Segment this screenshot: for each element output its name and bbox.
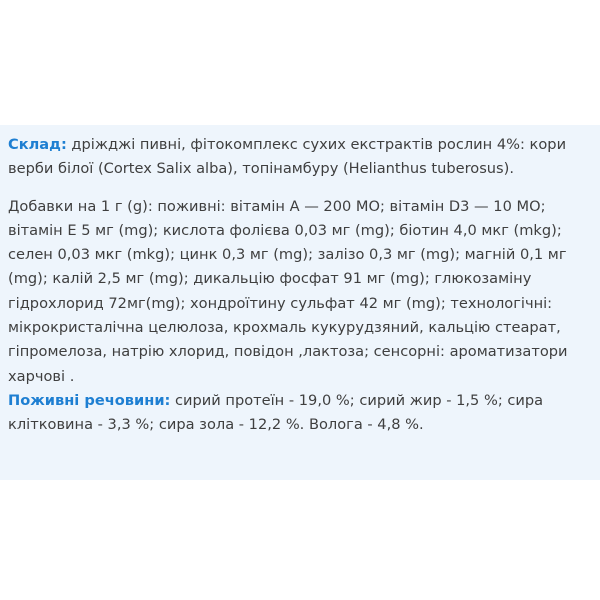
composition-text: дріжджі пивні, фітокомплекс сухих екстрактів рослин 4%: кори верби білої (Cortex Salix alba), топінамбуру (Helianthus tuberosus). [8,136,567,178]
nutrients-paragraph [8,389,593,438]
nutrients-text: сирий протеїн - 19,0 %; сирий жир - 1,5 %; сира клітковина - 3,3 %; сира зола - 12,2 %. Волога - 4,8 %. [8,391,544,434]
additives-paragraph [8,195,593,389]
ingredients-text-block [8,133,593,438]
additives-text: Добавки на 1 г (g): поживні: вітамін А — 200 МО; вітамін D3 — 10 МО; вітамін Е 5 мг (mg); кислота фолієва 0,03 мг (mg); біотин 4,0 мкг (mkg); селен 0,03 мкг (mkg); цинк 0,3 мг (mg); залізо 0,3 мг (mg); магній 0,1 мг (mg); калій 2,5 мг (mg); дикальцію фосфат 91 мг (mg); глюкозаміну гідрохлорид 72мг(mg); хондроїтину сульфат 42 мг (mg); технологічні: мікрокристалічна целюлоза, крохмаль кукурудзяний, кальцію стеарат, гіпромелоза, натрію хлорид, повідон ,лактоза; сенсорні: ароматизатори харчові . [8,197,568,385]
composition-label: Склад: [8,136,67,153]
nutrients-label: Поживні речовини: [8,391,171,409]
composition-paragraph [8,133,593,182]
